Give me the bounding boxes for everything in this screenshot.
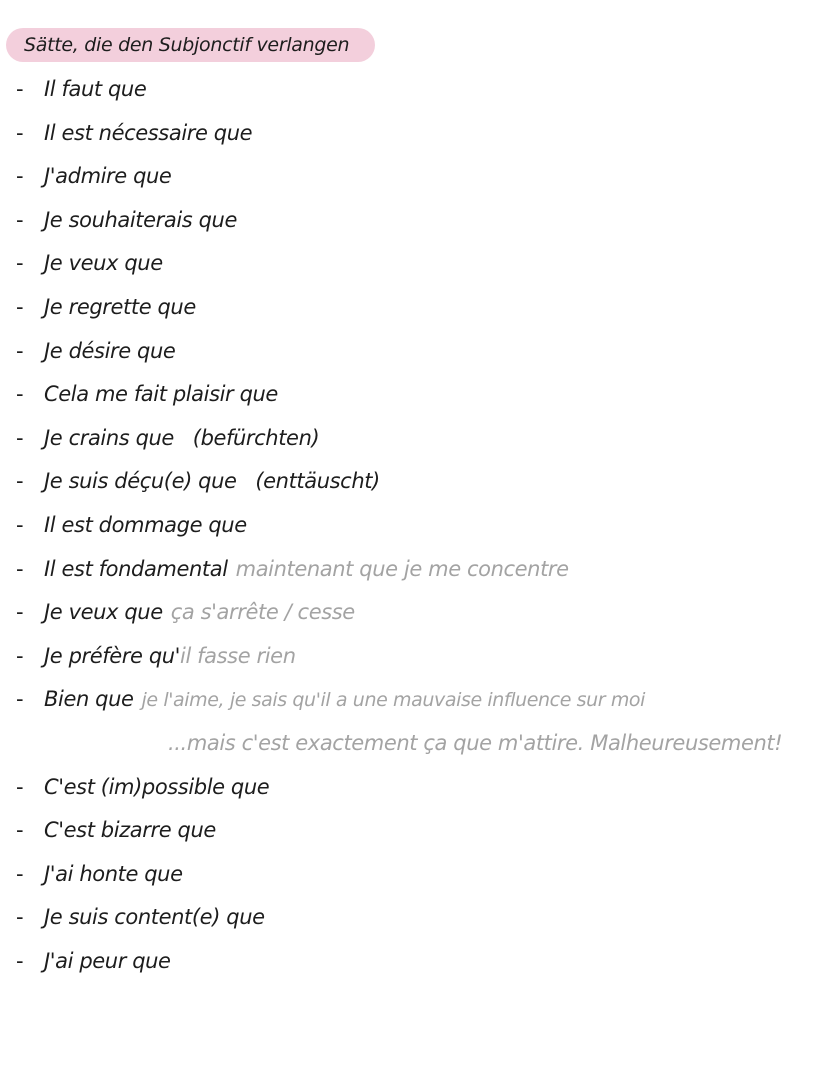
example-sentence: maintenant que je me concentre [235,556,569,581]
example-sentence: je l'aime, je sais qu'il a une mauvaise influence sur moi [141,689,646,712]
phrase: Je veux que [44,600,163,625]
bullet-dash: - [16,600,24,625]
list-item [16,940,816,984]
phrase: Je préfère qu' [44,643,181,668]
list-item [16,766,816,810]
bullet-dash: - [16,425,24,450]
bullet-dash: - [16,294,24,319]
phrase: Je désire que [44,338,176,363]
list-item [16,548,816,592]
bullet-dash: - [16,512,24,537]
bullet-dash: - [16,556,24,581]
phrase: Je souhaiterais que [44,207,237,232]
list-item [16,68,816,112]
phrase: Il est nécessaire que [44,120,253,145]
bullet-dash: - [16,251,24,276]
bullet-dash: - [16,338,24,363]
list-item [16,330,816,374]
example-sentence: il fasse rien [180,643,296,668]
phrase: C'est bizarre que [44,818,216,843]
example-continuation: ...mais c'est exactement ça que m'attire. Malheureusement! [168,730,783,755]
bullet-dash: - [16,774,24,799]
phrase: Il est fondamental [44,556,228,581]
list-item [16,591,816,635]
phrase: Bien que [44,687,134,712]
bullet-dash: - [16,469,24,494]
bullet-dash: - [16,120,24,145]
example-sentence: ça s'arrête / cesse [170,600,355,625]
list-item [16,155,816,199]
list-item [16,286,816,330]
bullet-dash: - [16,382,24,407]
phrase: Je suis déçu(e) que (enttäuscht) [44,469,380,494]
list-item [16,112,816,156]
list-item [16,417,816,461]
phrase: Je suis content(e) que [44,905,265,930]
phrase: Il faut que [44,77,147,101]
phrase: J'ai peur que [44,948,171,973]
phrase: Je regrette que [44,294,196,319]
phrase: J'admire que [44,164,172,189]
bullet-dash: - [16,77,24,101]
list-item [16,853,816,897]
page-title: Sätte, die den Subjonctif verlangen [6,28,375,62]
phrase: Je crains que (befürchten) [44,425,320,450]
bullet-dash: - [16,207,24,232]
bullet-dash: - [16,948,24,973]
phrase: Je veux que [44,251,163,276]
list-item [16,635,816,679]
bullet-dash: - [16,861,24,886]
list-item [16,809,816,853]
list-item [16,242,816,286]
list-item [16,896,816,940]
bullet-dash: - [16,164,24,189]
bullet-dash: - [16,687,24,712]
phrase: Il est dommage que [44,512,247,537]
subjonctif-phrase-list [16,68,816,983]
bullet-dash: - [16,643,24,668]
phrase: Cela me fait plaisir que [44,382,278,407]
phrase: C'est (im)possible que [44,774,270,799]
list-item [16,199,816,243]
list-item [16,678,816,722]
list-item [16,504,816,548]
bullet-dash: - [16,818,24,843]
list-item [16,460,816,504]
phrase: J'ai honte que [44,861,183,886]
bullet-dash: - [16,905,24,930]
list-item [16,373,816,417]
